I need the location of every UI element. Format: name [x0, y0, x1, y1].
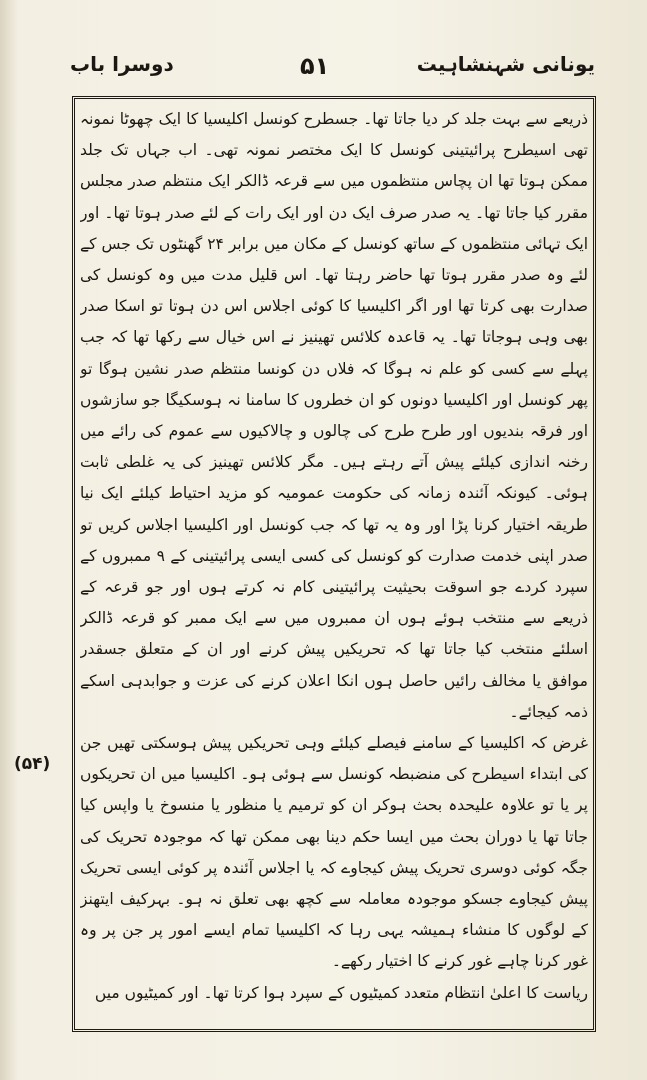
page-number: ۵۱ [300, 52, 330, 80]
page-header [0, 52, 647, 92]
body-text [80, 104, 588, 1024]
paragraph-1: ذریعے سے بہت جلد کر دیا جاتا تھا۔ جسطرح کونسل اکلیسیا کا ایک چھوٹا نمونہ تھی اسیطرح پرائیتینی کونسل کا ایک مختصر نمونہ تھی۔ اب جہاں تک جلد ممکن ہوتا تھا ان پچاس منتظموں میں سے قرعہ ڈالکر ایک منتظم صدر مجلس مقرر کیا جاتا تھا۔ یہ صدر صرف ایک دن اور ایک رات کے لئے صدر ہوتا تھا۔ اور ایک تہائی منتظموں کے ساتھ کونسل کے مکان میں برابر ۲۴ گھنٹوں تک جس کے لئے وہ صدر مقرر ہوتا تھا حاضر رہتا تھا۔ اس قلیل مدت میں وہ کونسل کی صدارت بھی کرتا تھا اور اگر اکلیسیا کا کوئی اجلاس اس دن ہوتا تو اسکا صدر بھی وہی ہوجاتا تھا۔ یہ قاعدہ کلائس تھینیز نے اس خیال سے رکھا تھا کہ جب پہلے سے کسی کو علم نہ ہوگا کہ فلاں دن کونسا منتظم صدر نشین ہوگا تو پھر کونسل اور اکلیسیا دونوں کو ان خطروں کا سامنا نہ ہوسکیگا جو سازشوں اور فرقہ بندیوں اور طرح طرح کی چالوں و چالاکیوں سے عموم کی رائے میں رخنہ اندازی کیلئے پیش آتے رہتے ہیں۔ مگر کلائس تھینیز کی یہ غلطی ثابت ہوئی۔ کیونکہ آئندہ زمانہ کی حکومت عمومیہ کو مزید احتیاط کیلئے ایک نیا طریقہ اختیار کرنا پڑا اور وہ یہ تھا کہ جب کونسل اور اکلیسیا اجلاس کریں تو صدر اپنی خدمت صدارت کو کونسل کی کسی ایسی پرائیتینی کے ۹ ممبروں کے سپرد کردے جو اسوقت بحیثیت پرائیتینی کام نہ کرتے ہوں اور جو قرعہ کے ذریعے سے منتخب ہوئے ہوں ان ممبروں میں سے ایک ممبر کو قرعہ ڈالکر اسلئے منتخب کیا جاتا تھا کہ تحریکیں پیش کرنے اور ان کے متعلق جسقدر موافق یا مخالف رائیں حاصل ہوں انکا اعلان کرنے کی عزت و جوابدہی اسکے ذمہ کیجائے۔ [80, 110, 588, 721]
chapter-title: دوسرا باب [70, 52, 174, 76]
paragraph-2: غرض کہ اکلیسیا کے سامنے فیصلے کیلئے وہی تحریکیں پیش ہوسکتی تھیں جن کی ابتداء اسیطرح کی منضبطہ کونسل سے ہوئی ہو۔ اکلیسیا میں ان تحریکوں پر یا تو علاوہ علیحدہ بحث ہوکر ان کو ترمیم یا منظور یا منسوخ یا واپس کیا جاتا تھا یا دوران بحث میں ایسا حکم دینا بھی ممکن تھا کہ موجودہ تحریک کی جگہ کوئی دوسری تحریک پیش کیجاوے کہ یا اجلاس آئندہ پر کوئی ایسی تحریک پیش کیجاوے جسکو موجودہ معاملہ سے کچھ بھی تعلق نہ ہو۔ بہرکیف ایتھنز کے لوگوں کا منشاء ہمیشہ یہی رہا کہ اکلیسیا تمام ایسے امور پر جن پر وہ غور کرنا چاہے غور کرنے کا اختیار رکھے۔ [80, 734, 588, 971]
margin-note: (۵۴) [14, 754, 51, 774]
book-title: یونانی شہنشاہیت [416, 52, 595, 76]
paragraph-3: ریاست کا اعلیٰ انتظام متعدد کمیٹیوں کے سپرد ہوا کرتا تھا۔ اور کمیٹیوں میں [94, 983, 588, 1002]
